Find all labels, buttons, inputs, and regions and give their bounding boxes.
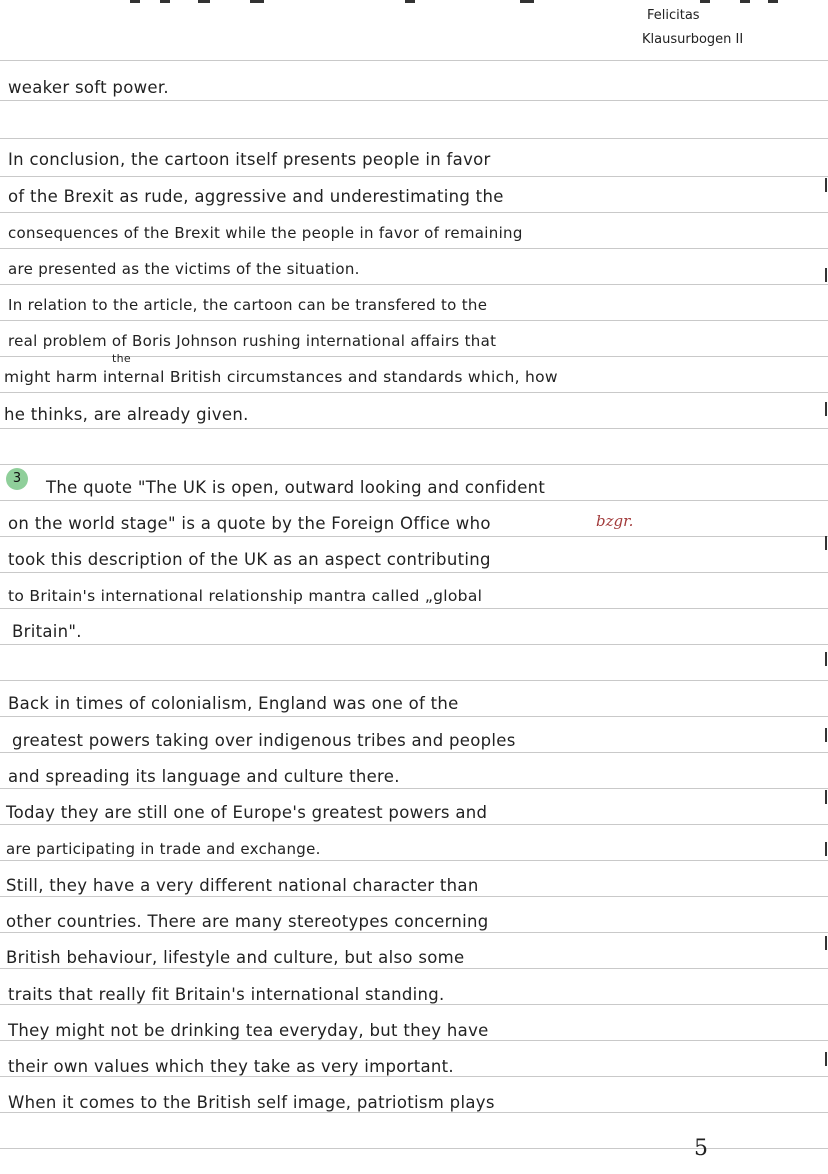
text-line: consequences of the Brexit while the people in favor of remaining: [8, 224, 523, 242]
sheet-title: Klausurbogen II: [642, 32, 744, 47]
text-line: When it comes to the British self image, patriotism plays: [8, 1093, 495, 1112]
top-edge-mark: [700, 0, 710, 3]
ruled-line: [0, 1112, 828, 1113]
text-line: other countries. There are many stereotypes concerning: [6, 912, 489, 931]
edge-mark: [825, 652, 827, 666]
text-line: greatest powers taking over indigenous tribes and peoples: [12, 731, 516, 750]
page-number: 5: [694, 1136, 708, 1161]
text-line: of the Brexit as rude, aggressive and underestimating the: [8, 187, 504, 206]
edge-mark: [825, 1052, 827, 1066]
ruled-line: [0, 1040, 828, 1041]
ruled-line: [0, 968, 828, 969]
ruled-line: [0, 138, 828, 139]
insertion-mark: the: [112, 352, 131, 365]
text-line: Today they are still one of Europe's greatest powers and: [6, 803, 488, 822]
student-name: Felicitas: [647, 8, 700, 23]
ruled-line: [0, 464, 828, 465]
ruled-line: [0, 1076, 828, 1077]
text-line: their own values which they take as very important.: [8, 1057, 454, 1076]
ruled-line: [0, 608, 828, 609]
ruled-line: [0, 248, 828, 249]
ruled-line: [0, 212, 828, 213]
text-line: Britain".: [12, 622, 82, 641]
text-line: to Britain's international relationship mantra called „global: [8, 587, 483, 605]
ruled-line: [0, 100, 828, 101]
text-line: The quote "The UK is open, outward looking and confident: [46, 478, 546, 497]
ruled-line: [0, 176, 828, 177]
edge-mark: [825, 178, 827, 192]
ruled-line: [0, 284, 828, 285]
section-number-badge: 3: [6, 468, 28, 490]
text-line: are presented as the victims of the situation.: [8, 260, 360, 278]
text-line: British behaviour, lifestyle and culture, but also some: [6, 948, 465, 967]
edge-mark: [825, 536, 827, 550]
text-line: Back in times of colonialism, England was one of the: [8, 694, 459, 713]
ruled-line: [0, 392, 828, 393]
edge-mark: [825, 728, 827, 742]
ruled-line: [0, 500, 828, 501]
ruled-line: [0, 428, 828, 429]
top-edge-mark: [160, 0, 170, 3]
ruled-line: [0, 536, 828, 537]
text-line: real problem of Boris Johnson rushing international affairs that: [8, 332, 497, 350]
text-line: he thinks, are already given.: [4, 405, 249, 424]
text-line: In relation to the article, the cartoon can be transfered to the: [8, 296, 488, 314]
ruled-line: [0, 572, 828, 573]
text-line: and spreading its language and culture there.: [8, 767, 400, 786]
ruled-line: [0, 788, 828, 789]
ruled-line: [0, 896, 828, 897]
text-line: might harm internal British circumstances and standards which, how: [4, 368, 558, 386]
top-edge-mark: [768, 0, 778, 3]
margin-correction-note: bzgr.: [596, 512, 634, 530]
text-line: are participating in trade and exchange.: [6, 840, 321, 858]
ruled-line: [0, 752, 828, 753]
top-edge-mark: [130, 0, 140, 3]
edge-mark: [825, 402, 827, 416]
top-edge-mark: [405, 0, 415, 3]
ruled-line: [0, 860, 828, 861]
edge-mark: [825, 936, 827, 950]
ruled-line: [0, 60, 828, 61]
ruled-line: [0, 680, 828, 681]
text-line: Still, they have a very different national character than: [6, 876, 479, 895]
edge-mark: [825, 268, 827, 282]
top-edge-mark: [250, 0, 264, 3]
text-line: In conclusion, the cartoon itself presents people in favor: [8, 150, 491, 169]
edge-mark: [825, 790, 827, 804]
top-edge-mark: [520, 0, 534, 3]
ruled-line: [0, 1004, 828, 1005]
text-line: weaker soft power.: [8, 78, 169, 97]
text-line: traits that really fit Britain's international standing.: [8, 985, 445, 1004]
top-edge-mark: [198, 0, 210, 3]
ruled-line: [0, 824, 828, 825]
text-line: took this description of the UK as an aspect contributing: [8, 550, 491, 569]
edge-mark: [825, 842, 827, 856]
ruled-line: [0, 716, 828, 717]
ruled-line: [0, 932, 828, 933]
ruled-line: [0, 320, 828, 321]
text-line: on the world stage" is a quote by the Foreign Office who: [8, 514, 491, 533]
text-line: They might not be drinking tea everyday, but they have: [8, 1021, 489, 1040]
ruled-line: [0, 644, 828, 645]
top-edge-mark: [740, 0, 750, 3]
